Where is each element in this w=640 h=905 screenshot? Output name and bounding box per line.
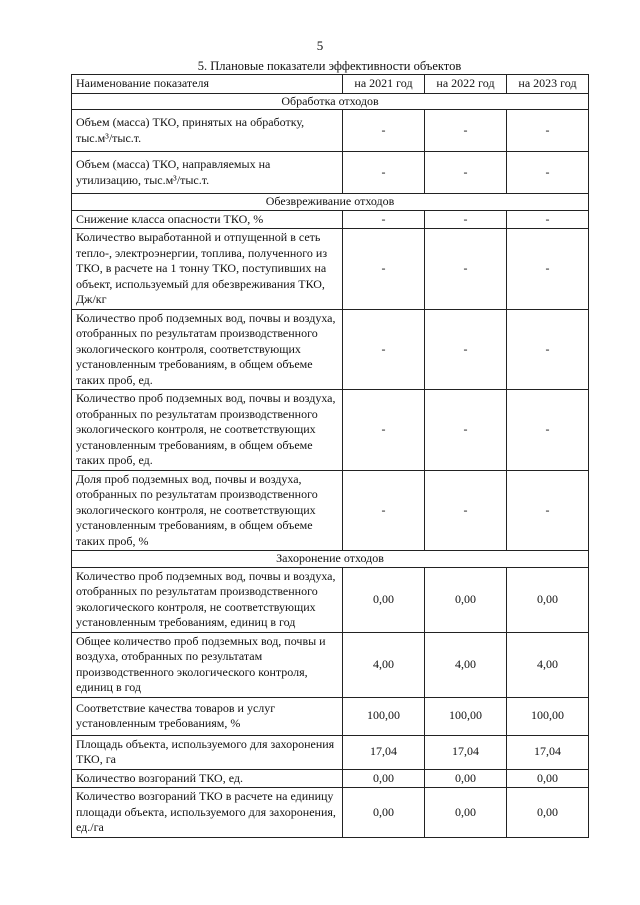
indicators-table: [71, 74, 589, 838]
table-row: [72, 697, 589, 735]
value-2022: 0,00: [425, 769, 507, 788]
value-2022: -: [425, 229, 507, 310]
row-name: Общее количество проб подземных вод, почвы и воздуха, отобранных по результатам производственного экологического контроля, единиц в год: [72, 632, 343, 697]
value-2021: -: [343, 470, 425, 551]
section-row: [72, 93, 589, 110]
value-2021: -: [343, 152, 425, 194]
column-header-2022: на 2022 год: [425, 75, 507, 94]
value-2023: 100,00: [507, 697, 589, 735]
value-2023: -: [507, 470, 589, 551]
table-row: [72, 390, 589, 471]
table-row: [72, 632, 589, 697]
table-row: [72, 567, 589, 632]
value-2021: 17,04: [343, 735, 425, 769]
section-title: Обезвреживание отходов: [72, 194, 589, 211]
value-2023: 0,00: [507, 769, 589, 788]
table-row: [72, 210, 589, 229]
value-2022: -: [425, 390, 507, 471]
value-2022: 4,00: [425, 632, 507, 697]
table-header-row: [72, 75, 589, 94]
value-2022: -: [425, 110, 507, 152]
table-row: [72, 769, 589, 788]
row-name: Объем (масса) ТКО, принятых на обработку, тыс.м³/тыс.т.: [72, 110, 343, 152]
row-name: Количество возгораний ТКО, ед.: [72, 769, 343, 788]
value-2023: -: [507, 229, 589, 310]
section-row: [72, 551, 589, 568]
value-2023: 0,00: [507, 567, 589, 632]
value-2022: 100,00: [425, 697, 507, 735]
value-2022: 0,00: [425, 788, 507, 838]
value-2021: -: [343, 110, 425, 152]
table-row: [72, 309, 589, 390]
table-title: 5. Плановые показатели эффективности объектов: [197, 59, 462, 73]
value-2022: -: [425, 470, 507, 551]
value-2023: -: [507, 110, 589, 152]
value-2021: 0,00: [343, 769, 425, 788]
value-2023: -: [507, 210, 589, 229]
value-2023: -: [507, 309, 589, 390]
value-2023: -: [507, 152, 589, 194]
value-2022: 17,04: [425, 735, 507, 769]
column-header-name: Наименование показателя: [72, 75, 343, 94]
column-header-2023: на 2023 год: [507, 75, 589, 94]
value-2021: -: [343, 229, 425, 310]
value-2021: 4,00: [343, 632, 425, 697]
table-row: [72, 788, 589, 838]
table-row: [72, 229, 589, 310]
row-name: Количество проб подземных вод, почвы и воздуха, отобранных по результатам производственного экологического контроля, соответствующих установленным требованиям, в общем объеме таких проб, ед.: [72, 309, 343, 390]
section-title: Захоронение отходов: [72, 551, 589, 568]
value-2022: -: [425, 309, 507, 390]
value-2023: 0,00: [507, 788, 589, 838]
table-row: [72, 110, 589, 152]
row-name: Снижение класса опасности ТКО, %: [72, 210, 343, 229]
section-title: Обработка отходов: [72, 93, 589, 110]
value-2022: -: [425, 152, 507, 194]
value-2023: -: [507, 390, 589, 471]
value-2021: -: [343, 390, 425, 471]
value-2021: 100,00: [343, 697, 425, 735]
value-2023: 17,04: [507, 735, 589, 769]
row-name: Количество выработанной и отпущенной в сеть тепло-, электроэнергии, топлива, полученного из ТКО, в расчете на 1 тонну ТКО, поступивших на объект, используемый для обезвреживания ТКО, Дж/кг: [72, 229, 343, 310]
value-2023: 4,00: [507, 632, 589, 697]
page-number: 5: [316, 38, 324, 53]
table-row: [72, 735, 589, 769]
value-2022: 0,00: [425, 567, 507, 632]
value-2021: -: [343, 309, 425, 390]
section-row: [72, 194, 589, 211]
row-name: Площадь объекта, используемого для захоронения ТКО, га: [72, 735, 343, 769]
row-name: Объем (масса) ТКО, направляемых на утилизацию, тыс.м³/тыс.т.: [72, 152, 343, 194]
value-2021: 0,00: [343, 567, 425, 632]
row-name: Соответствие качества товаров и услуг установленным требованиям, %: [72, 697, 343, 735]
row-name: Доля проб подземных вод, почвы и воздуха, отобранных по результатам производственного экологического контроля, не соответствующих установленным требованиям, в общем объеме таких проб, %: [72, 470, 343, 551]
table-row: [72, 470, 589, 551]
table-row: [72, 152, 589, 194]
row-name: Количество проб подземных вод, почвы и воздуха, отобранных по результатам производственного экологического контроля, не соответствующих установленным требованиям, в общем объеме таких проб, ед.: [72, 390, 343, 471]
column-header-2021: на 2021 год: [343, 75, 425, 94]
value-2021: -: [343, 210, 425, 229]
value-2021: 0,00: [343, 788, 425, 838]
row-name: Количество проб подземных вод, почвы и воздуха, отобранных по результатам производственного экологического контроля, не соответствующих установленным требованиям, единиц в год: [72, 567, 343, 632]
row-name: Количество возгораний ТКО в расчете на единицу площади объекта, используемого для захоронения, ед./га: [72, 788, 343, 838]
value-2022: -: [425, 210, 507, 229]
